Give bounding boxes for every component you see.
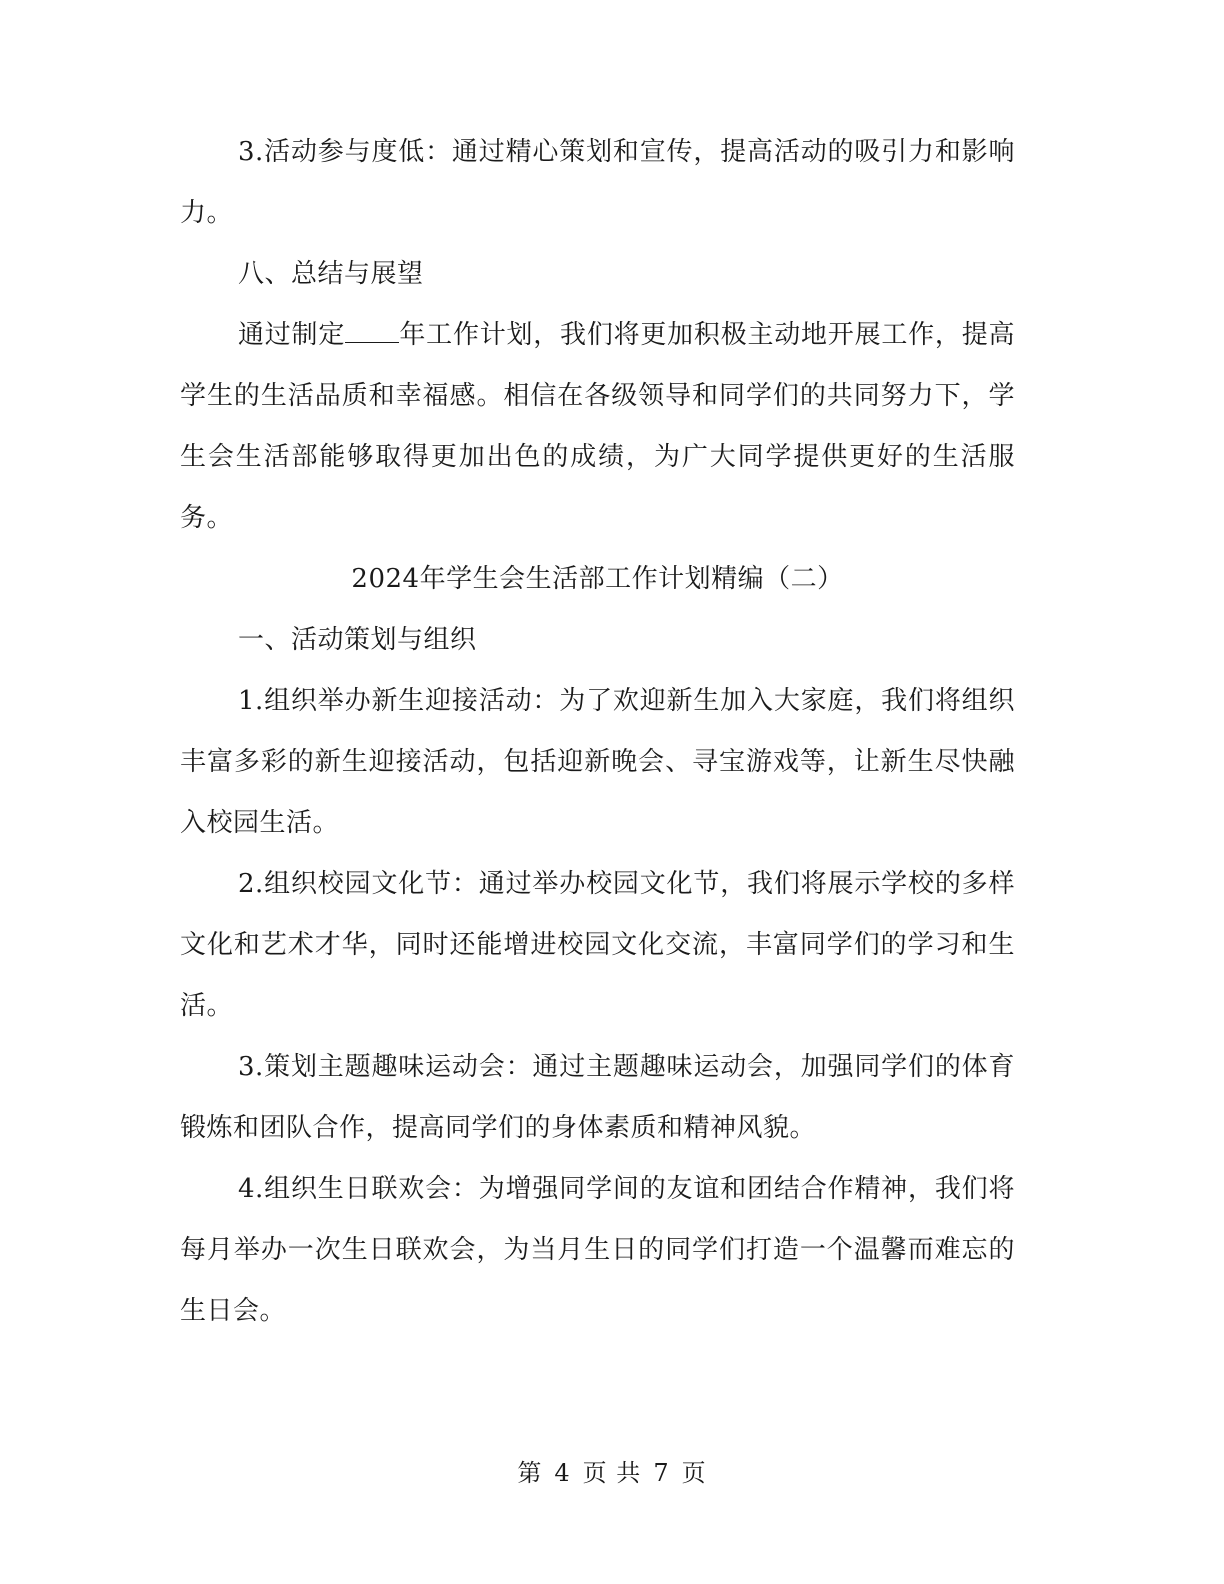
- footer-mid: 页 共: [582, 1459, 642, 1487]
- paragraph-item4-birthday-party: 4.组织生日联欢会：为增强同学间的友谊和团结合作精神，我们将每月举办一次生日联欢会，为当月生日的同学们打造一个温馨而难忘的生日会。: [180, 1174, 1015, 1326]
- footer-current-page: 4: [554, 1459, 571, 1487]
- paragraph-item3-low-participation: 3.活动参与度低：通过精心策划和宣传，提高活动的吸引力和影响力。: [180, 137, 1015, 228]
- paragraph-item2-culture-festival: 2.组织校园文化节：通过举办校园文化节，我们将展示学校的多样文化和艺术才华，同时还能增进校园文化交流，丰富同学们的学习和生活。: [180, 869, 1015, 1021]
- document-body: [180, 122, 1015, 1342]
- paragraph-item3-sports-meet: 3.策划主题趣味运动会：通过主题趣味运动会，加强同学们的体育锻炼和团队合作，提高同学们的身体素质和精神风貌。: [180, 1052, 1015, 1143]
- summary-text-start: 通过制定: [238, 320, 346, 350]
- heading-activity-planning: 一、活动策划与组织: [238, 625, 477, 655]
- footer-total-pages: 7: [653, 1459, 670, 1487]
- paragraph-item1-welcome-activity: 1.组织举办新生迎接活动：为了欢迎新生加入大家庭，我们将组织丰富多彩的新生迎接活动，包括迎新晚会、寻宝游戏等，让新生尽快融入校园生活。: [180, 686, 1015, 838]
- footer-suffix: 页: [681, 1459, 707, 1487]
- section-title: 2024年学生会生活部工作计划精编（二）: [351, 564, 844, 594]
- paragraph-summary: [180, 305, 1015, 549]
- summary-text-rest: 年工作计划，我们将更加积极主动地开展工作，提高学生的生活品质和幸福感。相信在各级领导和同学们的共同努力下，学生会生活部能够取得更加出色的成绩，为广大同学提供更好的生活服务。: [180, 320, 1015, 533]
- footer-prefix: 第: [517, 1459, 543, 1487]
- page-footer: [0, 1458, 1224, 1488]
- heading-summary-outlook: 八、总结与展望: [238, 259, 424, 289]
- year-blank-underline: [345, 320, 399, 343]
